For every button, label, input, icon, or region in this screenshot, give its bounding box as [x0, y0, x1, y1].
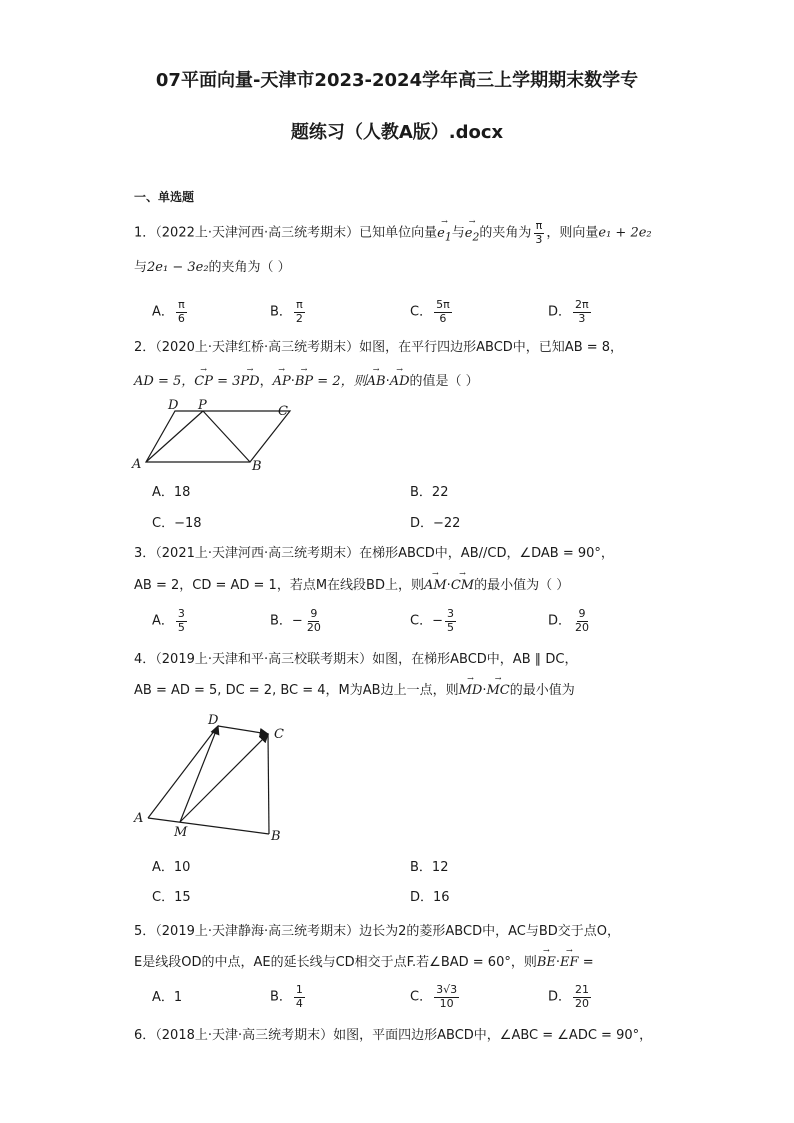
vector-ad: → AD	[390, 374, 410, 390]
q2-parallelogram-figure	[130, 396, 300, 476]
vector-am: → AM	[424, 578, 447, 594]
q2-number: 2．	[134, 340, 156, 355]
vector-cp: → CP	[194, 374, 213, 390]
q5-source: （2019上·天津静海·高三统考期末）	[155, 924, 360, 939]
q4-trapezoid-figure	[128, 708, 298, 848]
label-b: B	[252, 459, 262, 474]
q2-option-c[interactable]: C．−18	[152, 516, 202, 531]
q2-line2: AD = 5，→ CP = 3→ PD，→ AP·→ BP = 2，则→ AB·→ AD的值是（ ）	[134, 374, 479, 390]
q1-line1: 1．（2022上·天津河西·高三统考期末）已知单位向量→ $e_1$与→ $e_2$的夹角为 $\frac{\pi}{3}$ ，则向量e₁ + 2e₂	[134, 220, 652, 246]
q2-option-b[interactable]: B．22	[410, 485, 449, 500]
q1-expr2: 2e₁ − 3e₂	[147, 260, 209, 275]
q4-option-a[interactable]: A．10	[152, 860, 191, 875]
label-c: C	[274, 727, 284, 742]
q5-number: 5．	[134, 924, 156, 939]
vector-ef: → EF	[560, 955, 579, 971]
vector-dc-arrow	[218, 726, 268, 734]
q5-line1: 5．（2019上·天津静海·高三统考期末）边长为2的菱形ABCD中，AC与BD交于点O，	[134, 924, 620, 939]
q6-source: （2018上·天津·高三统考期末）	[155, 1028, 334, 1043]
q3-option-d[interactable]: D． $\frac{9}{20}$	[548, 607, 590, 634]
q2-source: （2020上·天津红桥·高三统考期末）	[155, 340, 360, 355]
q2-line1: 2．（2020上·天津红桥·高三统考期末）如图，在平行四边形ABCD中，已知AB = 8，	[134, 340, 624, 355]
q4-line1: 4．（2019上·天津和平·高三校联考期末）如图，在梯形ABCD中，AB ∥ DC，	[134, 652, 578, 667]
q1-source: （2022上·天津河西·高三统考期末）	[155, 225, 360, 241]
q1-number: 1．	[134, 225, 156, 241]
label-d: D	[168, 398, 179, 413]
vector-e1: → $e_1$	[437, 226, 452, 244]
vector-be: → BE	[537, 955, 556, 971]
q3-number: 3．	[134, 546, 156, 561]
label-a: A	[134, 811, 144, 826]
segment-ab	[148, 818, 269, 834]
section-heading: 一、单选题	[134, 190, 195, 204]
q3-source: （2021上·天津河西·高三统考期末）	[155, 546, 360, 561]
q6-line1: 6．（2018上·天津·高三统考期末）如图，平面四边形ABCD中，∠ABC = ∠ADC = 90°，	[134, 1028, 653, 1043]
q1-expr1: e₁ + 2e₂	[598, 225, 652, 241]
q4-source: （2019上·天津和平·高三校联考期末）	[155, 652, 373, 667]
q1-line2: 与2e₁ − 3e₂的夹角为（ ）	[134, 260, 291, 275]
q1-angle-fraction: $\frac{\pi}{3}$	[535, 219, 543, 246]
vector-bp: → BP	[295, 374, 313, 390]
label-m: M	[174, 825, 188, 840]
vector-cm: → CM	[451, 578, 474, 594]
doc-title-line2: 题练习（人教A版）.docx	[290, 122, 504, 143]
label-c: C	[278, 404, 288, 419]
q3-line2: AB = 2，CD = AD = 1，若点M在线段BD上，则→ AM·→ CM的最小值为（ ）	[134, 578, 569, 594]
q3-line1: 3．（2021上·天津河西·高三统考期末）在梯形ABCD中，AB//CD，∠DAB = 90°，	[134, 546, 614, 561]
q1-option-b[interactable]: B． $\frac{\pi}{2}$	[270, 298, 303, 325]
q4-option-c[interactable]: C．15	[152, 890, 191, 905]
label-b: B	[271, 829, 281, 844]
vector-e2: → $e_2$	[465, 226, 480, 244]
vector-ap: → AP	[273, 374, 291, 390]
label-a: A	[132, 457, 142, 472]
vector-md-arrow	[180, 726, 218, 822]
q5-option-a[interactable]: A．1	[152, 990, 183, 1005]
parallelogram-abcd	[146, 411, 290, 462]
q1-option-d[interactable]: D． $\frac{2\pi}{3}$	[548, 298, 589, 325]
label-p: P	[198, 398, 207, 413]
q1-option-a[interactable]: A． $\frac{\pi}{6}$	[152, 298, 185, 325]
doc-title-line1: 07平面向量-天津市2023-2024学年高三上学期期末数学专	[155, 70, 639, 91]
q5-option-b[interactable]: B． $\frac{1}{4}$	[270, 983, 303, 1010]
q5-option-c[interactable]: C． $\frac{3√3}{10}$	[410, 983, 458, 1010]
segment-pb	[203, 411, 250, 462]
q3-option-a[interactable]: A． $\frac{3}{5}$	[152, 607, 185, 634]
q5-option-d[interactable]: D． $\frac{21}{20}$	[548, 983, 590, 1010]
vector-ab: → AB	[367, 374, 386, 390]
q6-number: 6．	[134, 1028, 156, 1043]
q4-option-d[interactable]: D．16	[410, 890, 450, 905]
q2-option-a[interactable]: A．18	[152, 485, 191, 500]
segment-ap	[146, 411, 203, 462]
segment-cb	[268, 734, 269, 834]
q5-line2: E是线段OD的中点，AE的延长线与CD相交于点F.若∠BAD = 60°，则→ BE·→ EF =	[134, 955, 594, 971]
q4-line2: AB = AD = 5, DC = 2, BC = 4，M为AB边上一点，则→ MD·→ MC的最小值为	[134, 683, 575, 699]
label-d: D	[208, 713, 219, 728]
vector-md: → MD	[459, 683, 483, 699]
q4-number: 4．	[134, 652, 156, 667]
q4-option-b[interactable]: B．12	[410, 860, 449, 875]
q3-option-b[interactable]: B．− $\frac{9}{20}$	[270, 607, 321, 634]
vector-pd: → PD	[240, 374, 259, 390]
q3-option-c[interactable]: C．− $\frac{3}{5}$	[410, 607, 454, 634]
q2-option-d[interactable]: D．−22	[410, 516, 461, 531]
vector-mc-arrow	[180, 734, 268, 822]
segment-ad	[148, 726, 218, 818]
vector-mc: → MC	[486, 683, 509, 699]
q1-option-c[interactable]: C． $\frac{5\pi}{6}$	[410, 298, 450, 325]
